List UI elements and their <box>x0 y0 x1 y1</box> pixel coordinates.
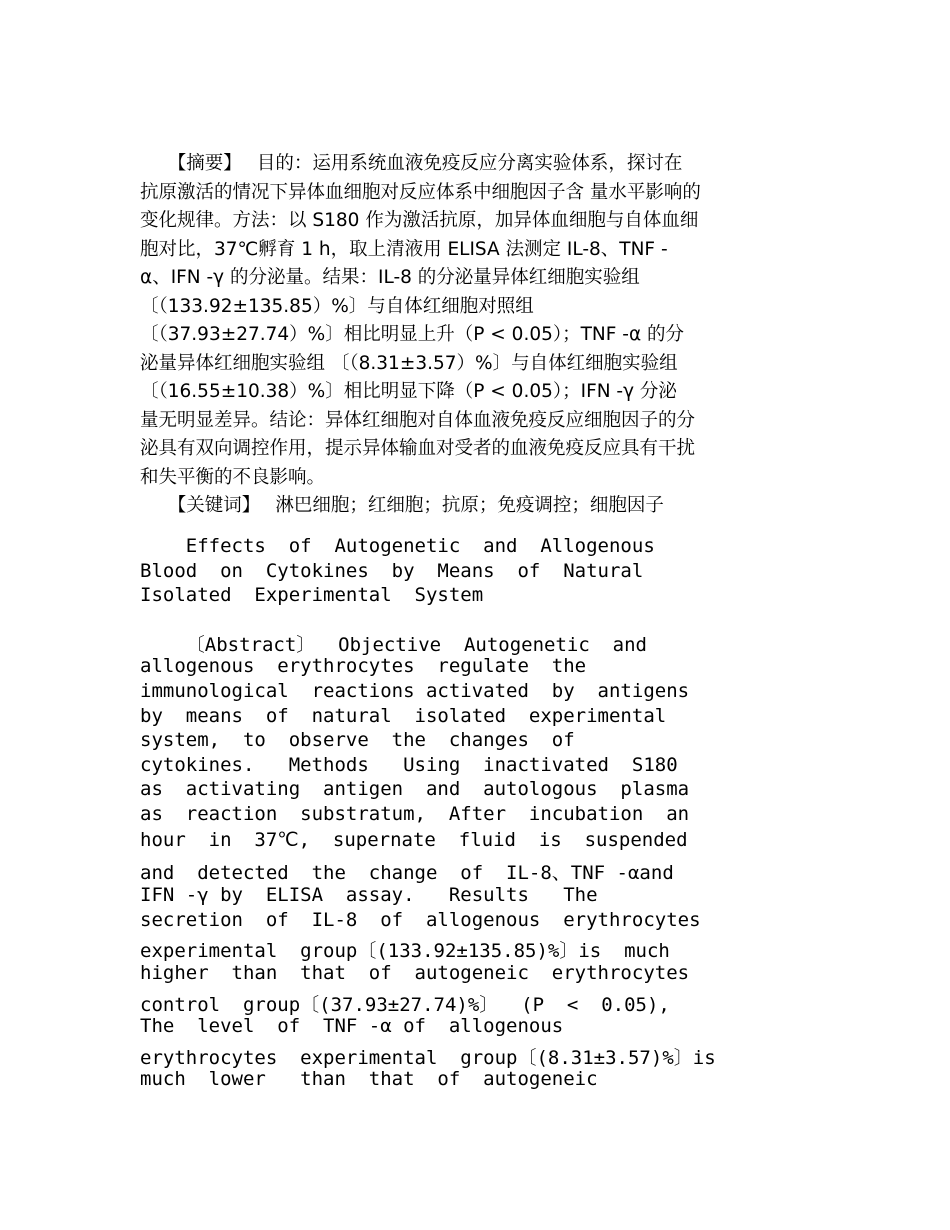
abstract-line: experimental group〔(133.92±135.85)%〕is much <box>140 940 670 962</box>
abstract-line: The level of TNF -α of allogenous <box>140 1015 564 1037</box>
abstract-line: as activating antigen and autologous plasma <box>140 778 690 800</box>
abstract-line: 变化规律。方法：以 S180 作为激活抗原，加异体血细胞与自体血细 <box>140 210 699 231</box>
abstract-line: much lower than that of autogeneic <box>140 1068 598 1090</box>
abstract-line: 〔Abstract〕 Objective Autogenetic and <box>140 634 647 656</box>
abstract-line: 泌具有双向调控作用，提示异体输血对受者的血液免疫反应具有干扰 <box>140 438 696 459</box>
chinese-abstract <box>140 150 820 492</box>
abstract-line: cytokines. Methods Using inactivated S180 <box>140 754 678 776</box>
abstract-line: and detected the change of IL-8、TNF -αand <box>140 862 674 884</box>
abstract-line: 抗原激活的情况下异体血细胞对反应体系中细胞因子含 量水平影响的 <box>140 181 701 203</box>
title-line: Effects of Autogenetic and Allogenous <box>140 535 655 557</box>
title-line: Isolated Experimental System <box>140 584 484 606</box>
abstract-line: α、IFN -γ 的分泌量。结果：IL-8 的分泌量异体红细胞实验组 <box>140 267 640 288</box>
abstract-line: 量无明显差异。结论：异体红细胞对自体血液免疫反应细胞因子的分 <box>140 409 696 431</box>
abstract-line: immunological reactions activated by antigens <box>140 680 690 702</box>
abstract-line: secretion of IL-8 of allogenous erythrocytes <box>140 909 701 931</box>
abstract-line: 〔（133.92±135.85）%〕与自体红细胞对照组 <box>140 295 534 317</box>
abstract-line: IFN -γ by ELISA assay. Results The <box>140 884 598 906</box>
abstract-line: erythrocytes experimental group〔(8.31±3.57)%〕is <box>140 1047 716 1069</box>
abstract-line: by means of natural isolated experimental <box>140 705 667 727</box>
abstract-line: hour in 37℃, supernate fluid is suspended <box>140 829 688 851</box>
keywords-line: 【关键词】 淋巴细胞；红细胞；抗原；免疫调控；细胞因子 <box>140 495 664 516</box>
abstract-line: 〔（37.93±27.74）%〕相比明显上升（P < 0.05）；TNF -α 的分 <box>140 324 685 345</box>
abstract-line: allogenous erythrocytes regulate the <box>140 655 587 677</box>
abstract-line: 和失平衡的不良影响。 <box>140 466 326 488</box>
abstract-line: 【摘要】 目的：运用系统血液免疫反应分离实验体系，探讨在 <box>140 153 683 174</box>
abstract-line: higher than that of autogeneic erythrocytes <box>140 962 690 984</box>
abstract-line: as reaction substratum, After incubation an <box>140 803 690 825</box>
abstract-line: 〔（16.55±10.38）%〕相比明显下降（P < 0.05）；IFN -γ 分泌 <box>140 381 677 402</box>
abstract-line: system, to observe the changes of <box>140 729 575 751</box>
abstract-line: 泌量异体红细胞实验组 〔（8.31±3.57）%〕与自体红细胞实验组 <box>140 352 678 374</box>
abstract-line: control group〔(37.93±27.74)%〕 (P < 0.05), <box>140 994 670 1016</box>
english-title <box>140 534 820 608</box>
title-line: Blood on Cytokines by Means of Natural <box>140 559 644 582</box>
abstract-line: 胞对比，37℃孵育 1 h，取上清液用 ELISA 法测定 IL-8、TNF - <box>140 238 668 260</box>
